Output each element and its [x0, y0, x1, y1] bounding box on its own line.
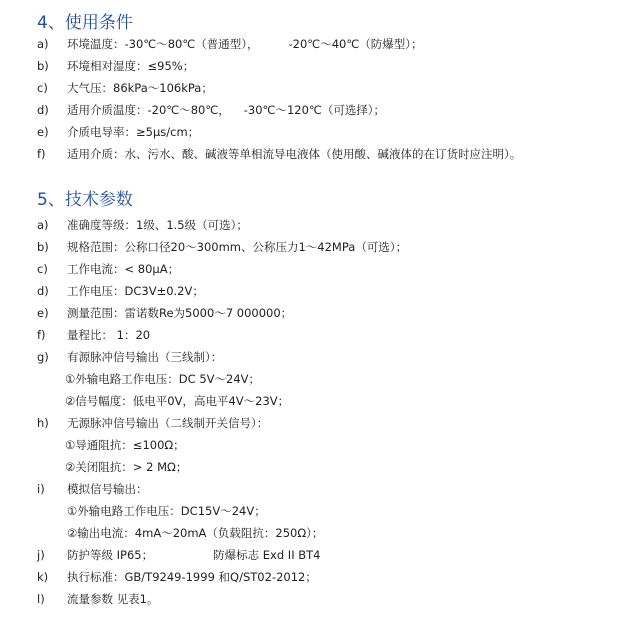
item-text: 工作电流：< 80μA； — [67, 262, 180, 276]
list-item — [37, 324, 150, 346]
item-text: 工作电压：DC3V±0.2V； — [67, 284, 204, 298]
item-letter: c) — [37, 81, 48, 95]
list-item — [37, 143, 521, 165]
item-letter: d) — [37, 103, 49, 117]
list-item — [37, 77, 213, 99]
item-letter: g) — [37, 350, 49, 364]
item-extra: 防爆标志 Exd II BT4 — [213, 548, 321, 562]
item-letter: l) — [37, 592, 45, 606]
item-extra: -20℃～40℃（防爆型）； — [288, 37, 423, 51]
item-text: 环境相对湿度：≤95%； — [67, 59, 195, 73]
sub-item: ②信号幅度：低电平0V，高电平4V～23V； — [65, 394, 290, 408]
sub-item: ②输出电流：4mA～20mA（负载阻抗：250Ω）； — [67, 526, 324, 540]
list-item — [37, 214, 248, 236]
list-item — [37, 302, 292, 324]
item-text: 适用介质：水、污水、酸、碱液等单相流导电液体（使用酸、碱液体的在订货时应注明）。 — [67, 147, 522, 161]
sub-item: ①导通阻抗：≤100Ω； — [65, 438, 185, 452]
item-letter: f) — [37, 147, 46, 161]
sub-item: ②关闭阻抗：> 2 MΩ； — [65, 460, 188, 474]
item-text: 测量范围：雷诺数Re为5000～7 000000； — [67, 306, 293, 320]
item-text: 无源脉冲信号输出（二线制开关信号）： — [67, 416, 269, 430]
item-text: 有源脉冲信号输出（三线制）： — [67, 350, 223, 364]
list-item — [37, 346, 222, 368]
list-item — [37, 588, 158, 610]
item-text: 执行标准：GB/T9249-1999 和Q/ST02-2012； — [67, 570, 317, 584]
item-text: 适用介质温度：-20℃～80℃， — [67, 103, 230, 117]
list-item — [37, 412, 268, 434]
item-letter: i) — [37, 482, 45, 496]
item-letter: k) — [37, 570, 49, 584]
section-5-title: 5、技术参数 — [37, 190, 133, 210]
item-text: 流量参数 见表1。 — [67, 592, 159, 606]
list-item — [37, 55, 194, 77]
list-item — [37, 566, 317, 588]
list-item — [37, 236, 407, 258]
list-item — [37, 258, 179, 280]
item-text: 大气压：86kPa～106kPa； — [67, 81, 213, 95]
list-item — [37, 121, 199, 143]
list-item — [37, 544, 320, 566]
item-letter: d) — [37, 284, 49, 298]
list-item — [37, 99, 385, 121]
list-item — [37, 280, 204, 302]
item-letter: a) — [37, 218, 49, 232]
item-letter: f) — [37, 328, 46, 342]
item-letter: c) — [37, 262, 48, 276]
sub-item: ①外输电路工作电压：DC15V～24V； — [67, 504, 266, 518]
list-item — [37, 478, 148, 500]
item-text: 量程比： 1：20 — [67, 328, 151, 342]
item-letter: h) — [37, 416, 49, 430]
section-4-title: 4、使用条件 — [37, 13, 133, 33]
item-extra: -30℃～120℃（可选择）； — [243, 103, 386, 117]
item-letter: e) — [37, 306, 49, 320]
item-letter: j) — [37, 548, 45, 562]
item-text: 准确度等级：1级、1.5级（可选）； — [67, 218, 248, 232]
list-item — [37, 33, 423, 55]
sub-item: ①外输电路工作电压：DC 5V～24V； — [65, 372, 261, 386]
item-text: 防护等级 IP65； — [67, 548, 154, 562]
item-letter: e) — [37, 125, 49, 139]
item-text: 规格范围：公称口径20～300mm、公称压力1～42MPa（可选）； — [67, 240, 408, 254]
item-letter: b) — [37, 59, 49, 73]
item-text: 介质电导率：≥5μs/cm； — [67, 125, 200, 139]
item-letter: b) — [37, 240, 49, 254]
item-letter: a) — [37, 37, 49, 51]
item-text: 环境温度：-30℃～80℃（普通型）， — [67, 37, 259, 51]
item-text: 模拟信号输出： — [67, 482, 148, 496]
